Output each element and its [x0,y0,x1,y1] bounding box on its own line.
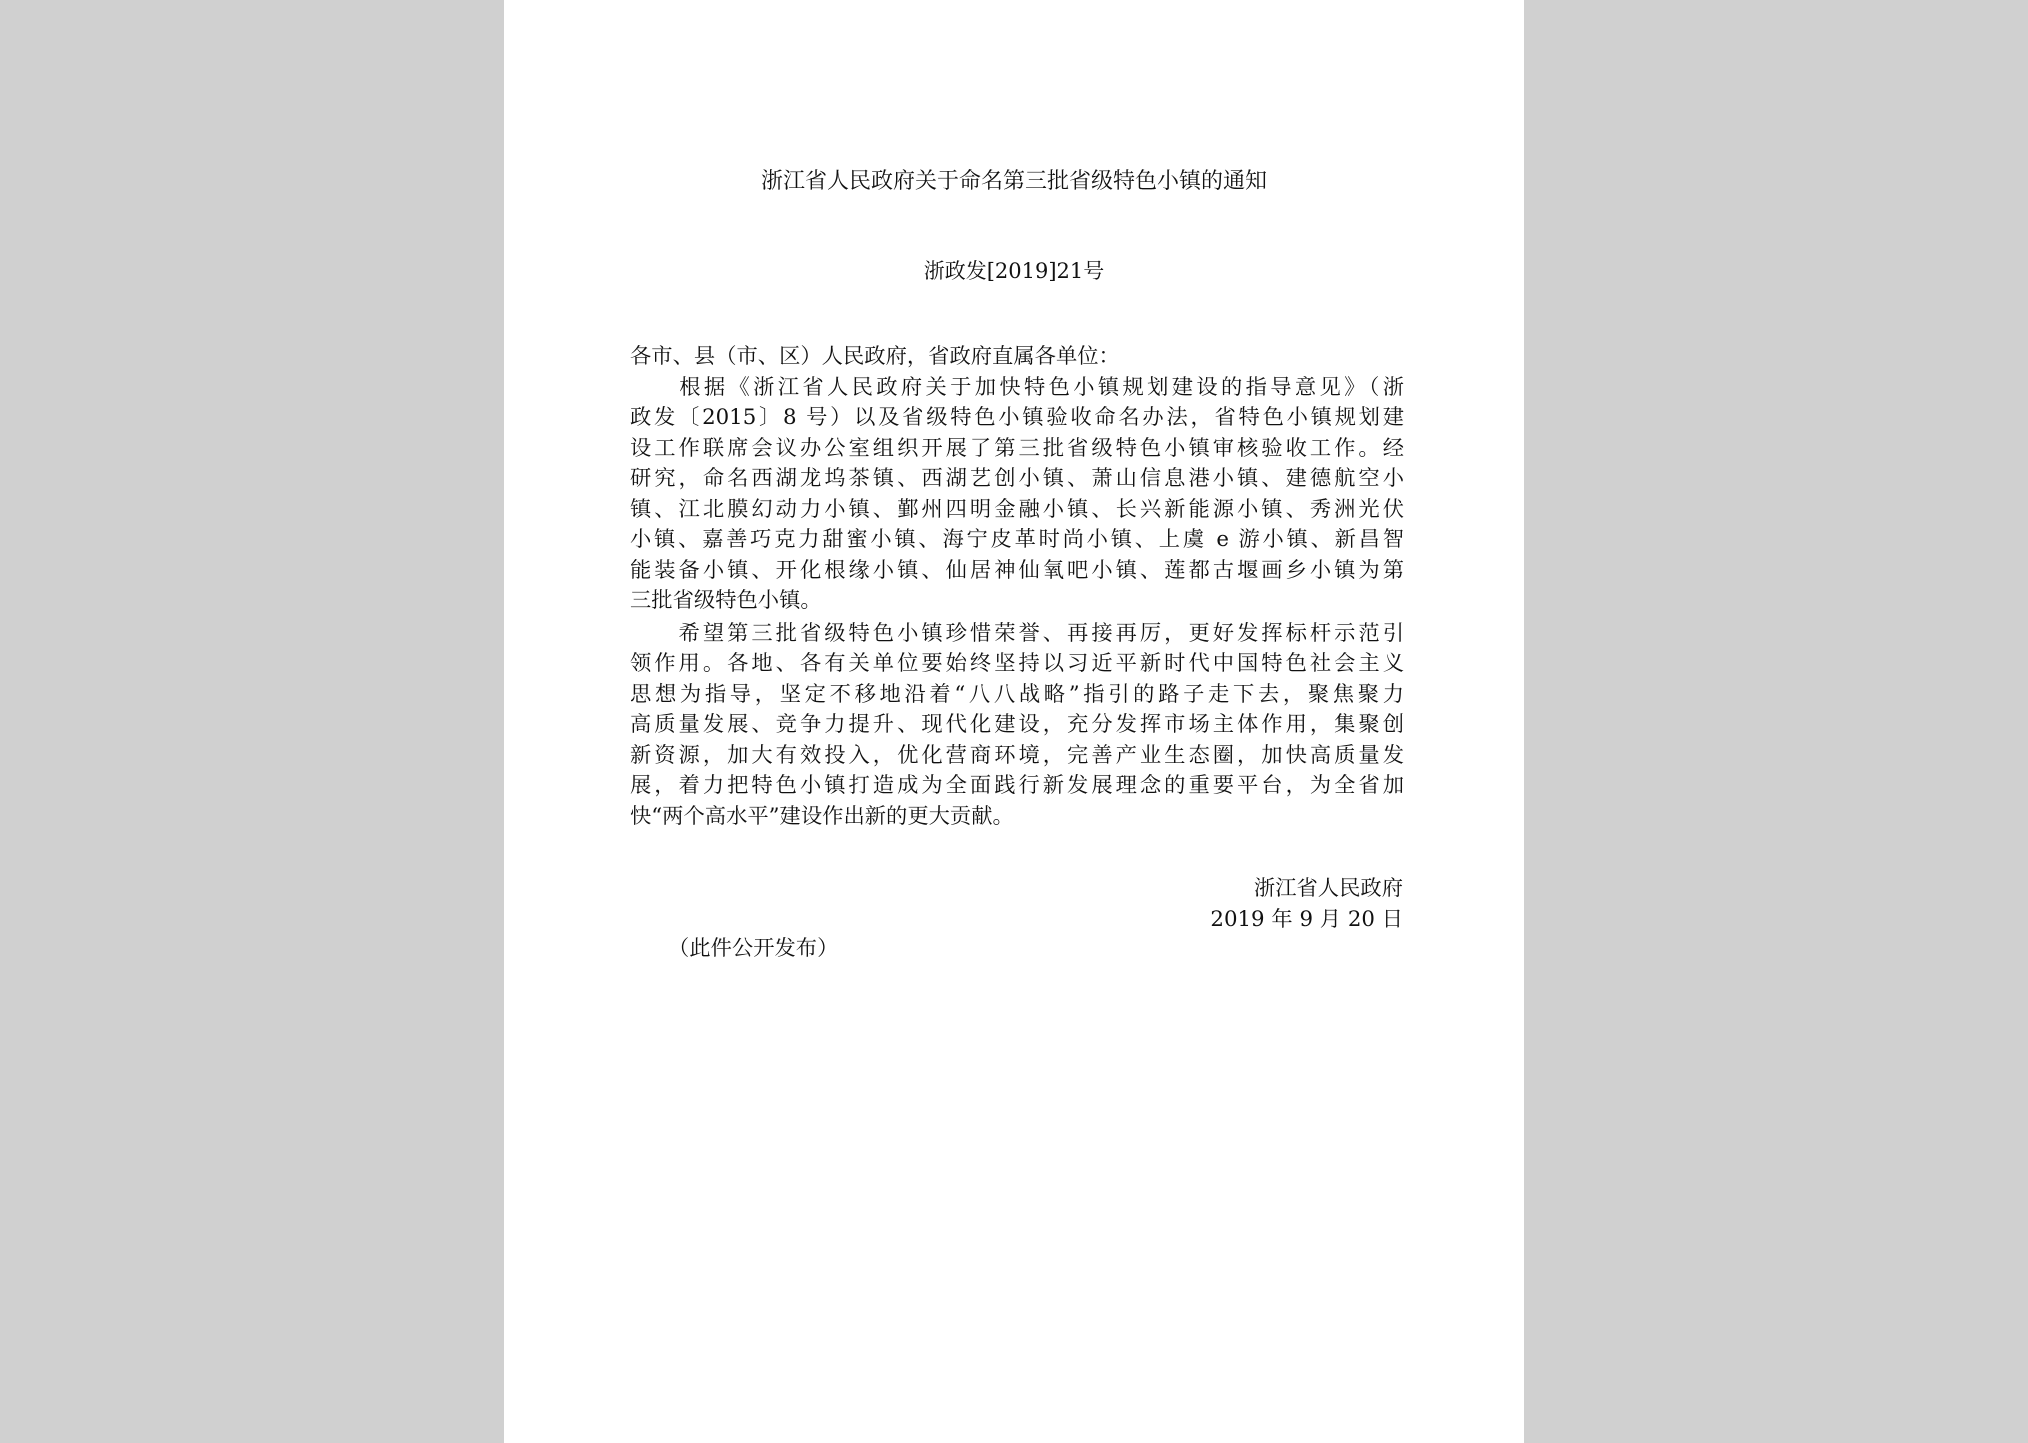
addressee-line: 各市、县（市、区）人民政府，省政府直属各单位： [630,344,1120,369]
paragraph-line: 高质量发展、竞争力提升、现代化建设，充分发挥市场主体作用，集聚创 [630,712,1404,737]
paragraph-line: 镇、江北膜幻动力小镇、鄞州四明金融小镇、长兴新能源小镇、秀洲光伏 [630,496,1404,522]
paragraph-line: 根据《浙江省人民政府关于加快特色小镇规划建设的指导意见》（浙 [630,374,1404,400]
document-page [504,0,1524,1443]
paragraph-line: 研究，命名西湖龙坞茶镇、西湖艺创小镇、萧山信息港小镇、建德航空小 [630,466,1404,491]
signature-date: 2019 年 9 月 20 日 [1210,906,1403,932]
paragraph-line: 小镇、嘉善巧克力甜蜜小镇、海宁皮革时尚小镇、上虞 e 游小镇、新昌智 [630,527,1404,552]
document-body [630,342,1404,832]
paragraph-line: 能装备小镇、开化根缘小镇、仙居神仙氧吧小镇、莲都古堰画乡小镇为第 [630,557,1404,583]
paragraph-1 [630,373,1404,617]
publish-note: （此件公开发布） [668,936,839,961]
paragraph-2 [630,619,1404,833]
signature-block [1210,874,1403,935]
signature-organization: 浙江省人民政府 [1253,876,1403,901]
paragraph-line: 快“两个高水平”建设作出新的更大贡献。 [630,803,1014,829]
paragraph-line: 展，着力把特色小镇打造成为全面践行新发展理念的重要平台，为全省加 [630,773,1404,798]
paragraph-line: 设工作联席会议办公室组织开展了第三批省级特色小镇审核验收工作。经 [630,435,1404,461]
paragraph-line: 三批省级特色小镇。 [630,588,822,613]
paragraph-line: 希望第三批省级特色小镇珍惜荣誉、再接再厉，更好发挥标杆示范引 [630,620,1404,646]
paragraph-line: 领作用。各地、各有关单位要始终坚持以习近平新时代中国特色社会主义 [630,651,1404,676]
paragraph-line: 思想为指导，坚定不移地沿着“八八战略”指引的路子走下去，聚焦聚力 [630,681,1404,707]
document-title: 浙江省人民政府关于命名第三批省级特色小镇的通知 [760,169,1267,194]
paragraph-line: 新资源，加大有效投入，优化营商环境，完善产业生态圈，加快高质量发 [630,742,1404,768]
document-number: 浙政发[2019]21号 [923,259,1105,283]
paragraph-line: 政发〔2015〕8 号）以及省级特色小镇验收命名办法，省特色小镇规划建 [630,405,1404,430]
